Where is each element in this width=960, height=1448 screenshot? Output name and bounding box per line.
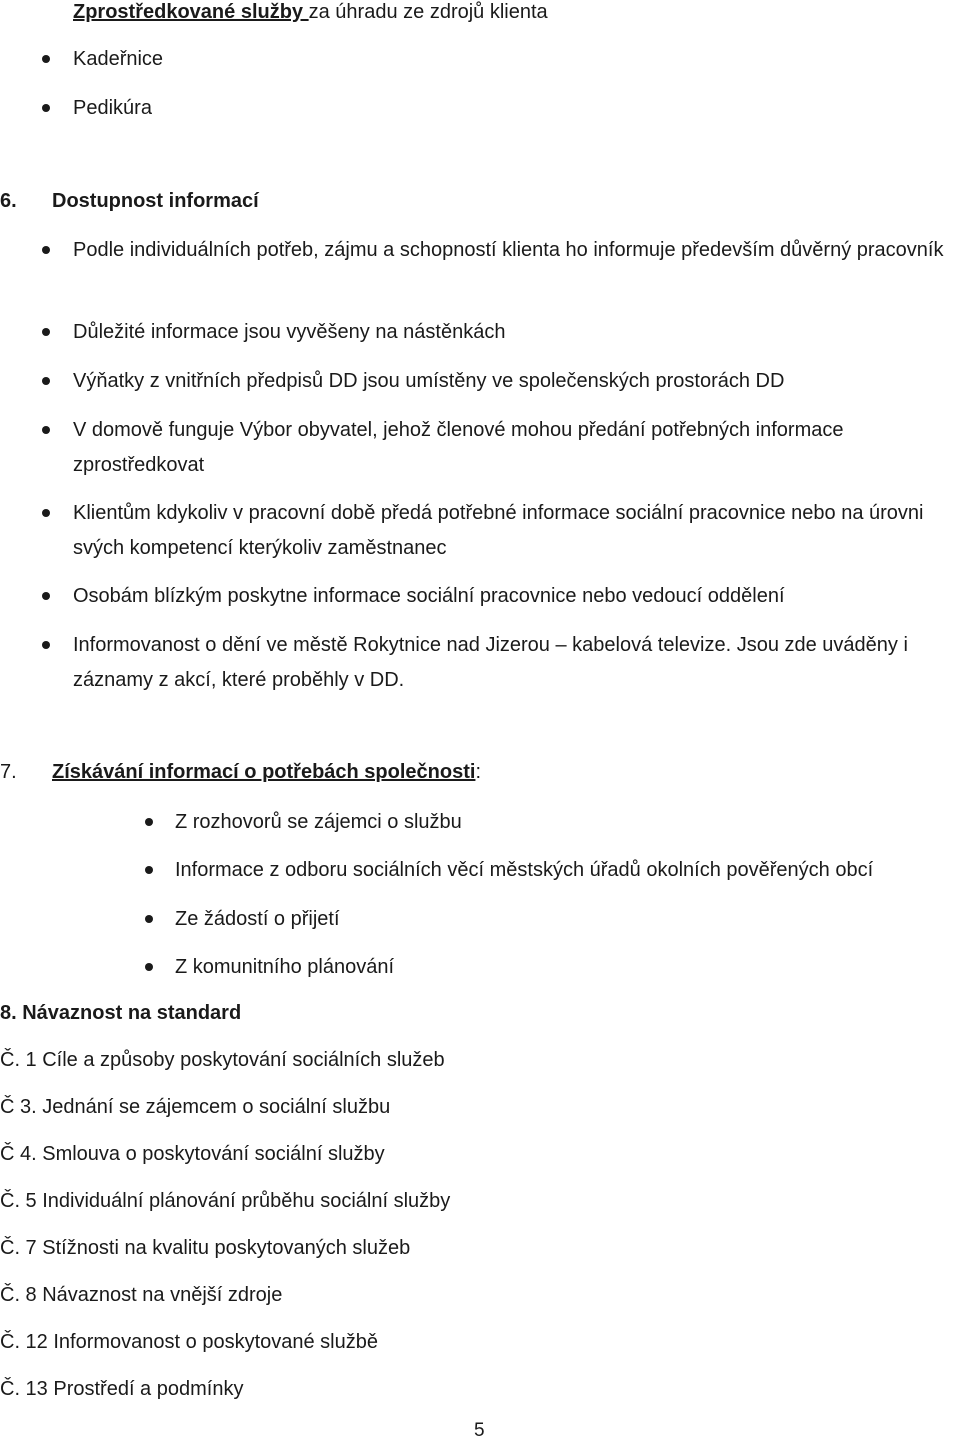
list-item: Osobám blízkým poskytne informace sociální pracovnice nebo vedoucí oddělení	[73, 585, 785, 607]
list-item: Z komunitního plánování	[175, 956, 395, 978]
standard-item: Č. 7 Stížnosti na kvalitu poskytovaných služeb	[0, 1237, 411, 1259]
section-title-wrap	[52, 755, 481, 790]
bullet-icon	[42, 328, 50, 336]
heading-rest: za úhradu ze zdrojů klienta	[308, 1, 548, 23]
list-item: Klientům kdykoliv v pracovní době předá potřebné informace sociální pracovnice nebo na úrovni svých kompetencí kterýkoliv zaměstnanec	[73, 502, 924, 559]
section-title: Dostupnost informací	[52, 190, 259, 212]
section-number: 6.	[0, 190, 17, 212]
list-item: Podle individuálních potřeb, zájmu a schopností klienta ho informuje především důvěrný pracovník	[73, 239, 944, 261]
list-item: Informace z odboru sociálních věcí městských úřadů okolních pověřených obcí	[175, 859, 874, 881]
bullet-icon	[42, 641, 50, 649]
section-heading-services	[73, 0, 548, 30]
bullet-icon	[145, 818, 153, 826]
section-title: Získávání informací o potřebách společnosti	[52, 761, 476, 783]
standard-item: Č. 1 Cíle a způsoby poskytování sociálních služeb	[0, 1049, 445, 1071]
page-number: 5	[474, 1420, 485, 1441]
bullet-icon	[145, 915, 153, 923]
list-item: Výňatky z vnitřních předpisů DD jsou umístěny ve společenských prostorách DD	[73, 370, 785, 392]
bullet-icon	[42, 377, 50, 385]
standard-item: Č. 5 Individuální plánování průběhu sociální služby	[0, 1190, 451, 1212]
bullet-icon	[42, 246, 50, 254]
standard-item: Č. 8 Návaznost na vnější zdroje	[0, 1284, 283, 1306]
list-item: Informovanost o dění ve městě Rokytnice nad Jizerou – kabelová televize. Jsou zde uváděny i záznamy z akcí, které proběhly v DD.	[73, 634, 908, 691]
bullet-icon	[42, 426, 50, 434]
standard-item: Č. 13 Prostředí a podmínky	[0, 1378, 244, 1400]
standard-item: Č 3. Jednání se zájemcem o sociální službu	[0, 1096, 391, 1118]
bullet-icon	[42, 592, 50, 600]
bullet-icon	[42, 55, 50, 63]
bullet-icon	[145, 866, 153, 874]
bullet-icon	[42, 509, 50, 517]
list-item: Ze žádostí o přijetí	[175, 908, 340, 930]
section-title-colon: :	[475, 761, 481, 783]
bullet-icon	[145, 963, 153, 971]
list-item: Z rozhovorů se zájemci o službu	[175, 811, 462, 833]
standard-item: Č 4. Smlouva o poskytování sociální služby	[0, 1143, 385, 1165]
section-title: 8. Návaznost na standard	[0, 1002, 242, 1024]
bullet-icon	[42, 104, 50, 112]
heading-underlined: Zprostředkované služby	[73, 1, 309, 23]
list-item: Pedikúra	[73, 97, 152, 119]
list-item: Kadeřnice	[73, 48, 164, 70]
section-number: 7.	[0, 761, 17, 783]
standard-item: Č. 12 Informovanost o poskytované službě	[0, 1331, 378, 1353]
list-item: Důležité informace jsou vyvěšeny na nástěnkách	[73, 321, 506, 343]
list-item: V domově funguje Výbor obyvatel, jehož členové mohou předání potřebných informace zprostředkovat	[73, 419, 844, 476]
